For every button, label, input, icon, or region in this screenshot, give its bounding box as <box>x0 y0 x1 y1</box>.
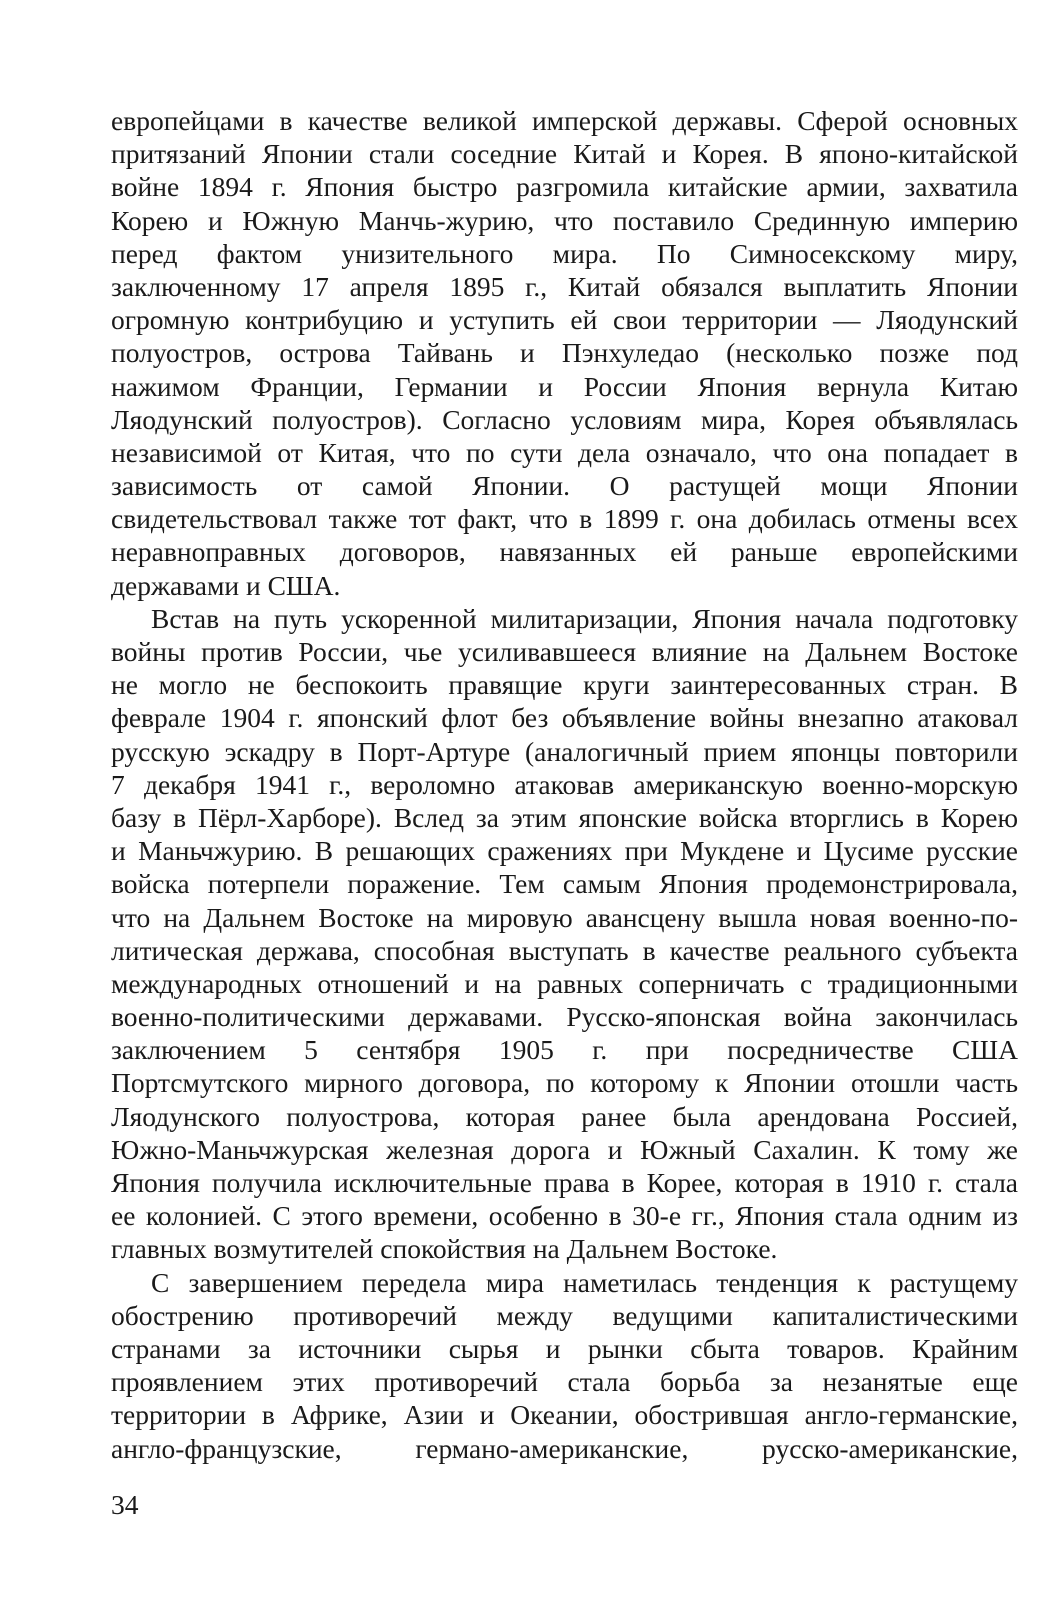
text-line: Встав на путь ускоренной милитаризации, Япония начала подготовку <box>151 602 1018 634</box>
text-line: войне 1894 г. Япония быстро разгромила китайские армии, захватила <box>111 171 1018 203</box>
text-line: Ляодунский полуостров). Согласно условиям мира, Корея объявлялась <box>111 403 1018 435</box>
text-line: европейцами в качестве великой имперской державы. Сферой основных <box>111 105 1018 136</box>
text-line: огромную контрибуцию и уступить ей свои территории — Ляодунский <box>111 304 1018 336</box>
text-line: странами за источники сырья и рынки сбыта товаров. Крайним <box>111 1332 1018 1364</box>
text-line: Корею и Южную Манчь-журию, что поставило Срединную империю <box>111 204 1018 236</box>
text-line: базу в Пёрл-Харборе). Вслед за этим японские войска вторглись в Корею <box>111 801 1018 833</box>
text-line: международных отношений и на равных соперничать с традиционными <box>111 967 1018 999</box>
text-line: обострению противоречий между ведущими капиталистическими <box>111 1299 1018 1331</box>
text-line: притязаний Японии стали соседние Китай и Корея. В японо-китайской <box>111 138 1018 170</box>
text-line: независимой от Китая, что по сути дела означало, что она попадает в <box>111 436 1018 468</box>
text-line: не могло не беспокоить правящие круги заинтересованных стран. В <box>111 669 1018 701</box>
text-line: русскую эскадру в Порт-Артуре (аналогичный прием японцы повторили <box>111 735 1018 767</box>
paragraph <box>111 602 1018 1266</box>
text-line: проявлением этих противоречий стала борьба за незанятые еще <box>111 1366 1018 1398</box>
text-line: что на Дальнем Востоке на мировую авансцену вышла новая военно-по- <box>111 901 1018 933</box>
text-line: заключенному 17 апреля 1895 г., Китай обязался выплатить Японии <box>111 270 1018 302</box>
text-line: главных возмутителей спокойствия на Дальнем Востоке. <box>111 1233 778 1265</box>
text-line: неравноправных договоров, навязанных ей раньше европейскими <box>111 536 1018 568</box>
text-line: англо-французские, германо-американские, русско-американские, <box>111 1432 1018 1464</box>
text-line: полуостров, острова Тайвань и Пэнхуледао (несколько позже под <box>111 337 1018 369</box>
page-number: 34 <box>111 1489 139 1520</box>
text-line: Портсмутского мирного договора, по которому к Японии отошли часть <box>111 1067 1018 1099</box>
text-line: Ляодунского полуострова, которая ранее была арендована Россией, <box>111 1100 1018 1132</box>
text-line: военно-политическими державами. Русско-японская война закончилась <box>111 1001 1018 1033</box>
text-line: свидетельствовал также тот факт, что в 1899 г. она добилась отмены всех <box>111 503 1018 535</box>
text-line: литическая держава, способная выступать в качестве реального субъекта <box>111 934 1018 966</box>
body-text <box>111 104 1018 1465</box>
paragraph <box>111 104 1018 602</box>
text-line: Япония получила исключительные права в Корее, которая в 1910 г. стала <box>111 1167 1018 1198</box>
text-line: заключением 5 сентября 1905 г. при посредничестве США <box>111 1034 1018 1066</box>
text-line: феврале 1904 г. японский флот без объявление войны внезапно атаковал <box>111 702 1018 734</box>
text-line: ее колонией. С этого времени, особенно в 30-е гг., Япония стала одним из <box>111 1200 1018 1232</box>
text-line: 7 декабря 1941 г., вероломно атаковав американскую военно-морскую <box>111 768 1018 800</box>
text-line: войска потерпели поражение. Тем самым Япония продемонстрировала, <box>111 868 1018 900</box>
text-line: С завершением передела мира наметилась тенденция к растущему <box>151 1266 1018 1298</box>
text-line: Южно-Маньчжурская железная дорога и Южный Сахалин. К тому же <box>111 1133 1018 1165</box>
text-line: державами и США. <box>111 569 341 601</box>
paragraph <box>111 1266 1018 1465</box>
text-line: нажимом Франции, Германии и России Япония вернула Китаю <box>111 370 1018 402</box>
text-line: и Маньчжурию. В решающих сражениях при Мукдене и Цусиме русские <box>111 835 1018 867</box>
text-line: перед фактом унизительного мира. По Симносекскому миру, <box>111 237 1018 269</box>
text-line: территории в Африке, Азии и Океании, обострившая англо-германские, <box>111 1399 1018 1431</box>
text-line: зависимость от самой Японии. О растущей мощи Японии <box>111 470 1018 502</box>
text-line: войны против России, чье усиливавшееся влияние на Дальнем Востоке <box>111 636 1018 667</box>
